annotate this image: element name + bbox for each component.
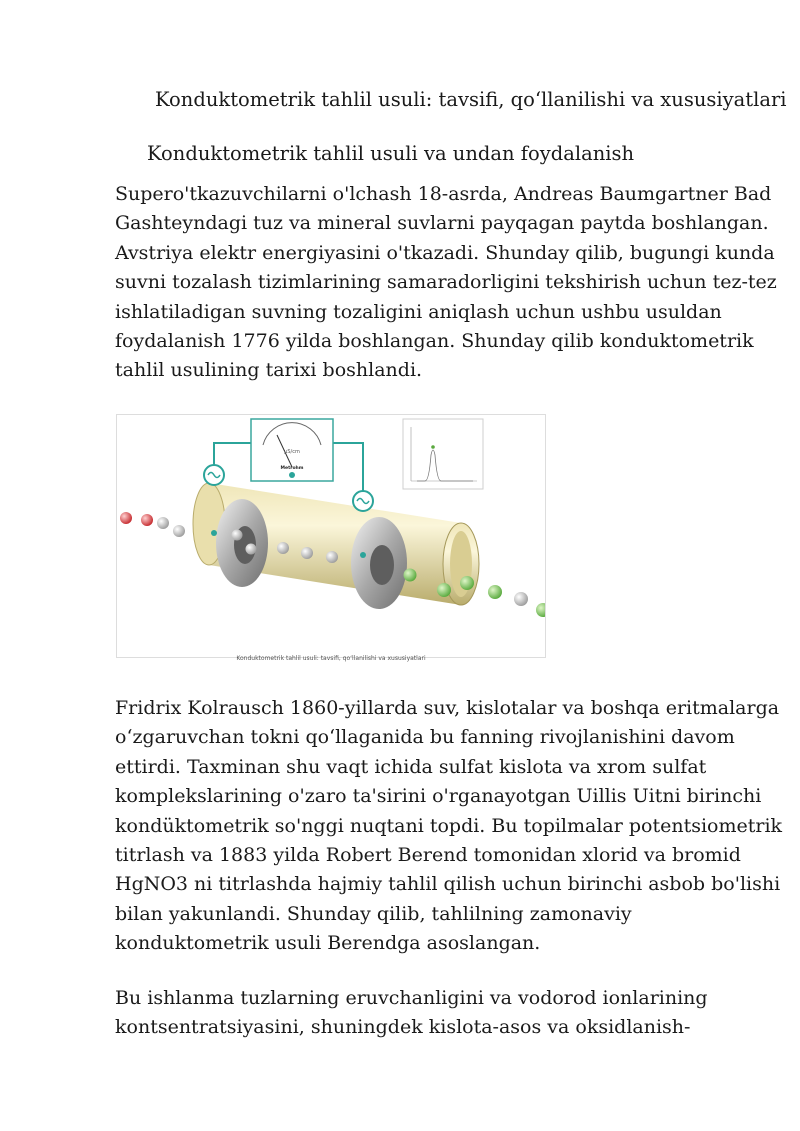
conductometry-illustration bbox=[116, 414, 546, 662]
figure-caption: Konduktometrik tahlil usuli: tavsifi, qo‘llanilishi va xususiyatlari bbox=[236, 655, 426, 662]
paragraph-line: kondüktometrik so'nggi nuqtani topdi. Bu topilmalar potentsiometrik bbox=[115, 814, 783, 837]
meter-brand-label: Metrohm bbox=[280, 466, 304, 471]
paragraph-line: Fridrix Kolrausch 1860-yillarda suv, kislotalar va boshqa eritmalarga bbox=[115, 697, 780, 719]
paragraph-line: tahlil usulining tarixi boshlandi. bbox=[115, 359, 423, 382]
electrode-ring-right bbox=[351, 491, 407, 609]
paragraph-line: kontsentratsiyasini, shuningdek kislota-asos va oksidlanish- bbox=[115, 1016, 691, 1039]
paragraph-line: ettirdi. Taxminan shu vaqt ichida sulfat kislota va xrom sulfat bbox=[115, 755, 707, 778]
conductivity-graph-panel bbox=[403, 419, 483, 489]
paragraph-line: o‘zgaruvchan tokni qo‘llaganida bu fanning rivojlanishini davom bbox=[115, 726, 735, 749]
section-heading: Konduktometrik tahlil usuli va undan foydalanish bbox=[147, 142, 635, 165]
paragraph-line: HgNO3 ni titrlashda hajmiy tahlil qilish uchun birinchi asbob bo'lishi bbox=[115, 873, 781, 896]
conductivity-meter bbox=[251, 419, 333, 481]
paragraph-line: suvni tozalash tizimlarining samaradorligini tekshirish uchun tez-tez bbox=[115, 271, 777, 294]
meter-unit-label: µS/cm bbox=[284, 449, 300, 455]
paragraph-development bbox=[115, 984, 745, 1043]
cell-diagram bbox=[117, 415, 545, 655]
paragraph-history bbox=[115, 180, 777, 386]
paragraph-line: ishlatiladigan suvning tozaligini aniqlash uchun ushbu usuldan bbox=[115, 300, 722, 323]
paragraph-line: Bu ishlanma tuzlarning eruvchanligini va vodorod ionlarining bbox=[115, 987, 708, 1009]
paragraph-line: titrlash va 1883 yilda Robert Berend tomonidan xlorid va bromid bbox=[115, 844, 741, 867]
paragraph-line: Avstriya elektr energiyasini o'tkazadi. Shunday qilib, bugungi kunda bbox=[115, 241, 775, 264]
paragraph-line: komplekslarining o'zaro ta'sirini o'rganayotgan Uillis Uitni birinchi bbox=[115, 785, 762, 808]
paragraph-line: konduktometrik usuli Berendga asoslangan. bbox=[115, 932, 541, 955]
page-title: Konduktometrik tahlil usuli: tavsifi, qo‘llanilishi va xususiyatlari bbox=[155, 88, 787, 111]
paragraph-line: Supero'tkazuvchilarni o'lchash 18-asrda, Andreas Baumgartner Bad bbox=[115, 183, 772, 205]
paragraph-kohlrausch bbox=[115, 694, 783, 959]
paragraph-line: bilan yakunlandi. Shunday qilib, tahlilning zamonaviy bbox=[115, 902, 632, 925]
paragraph-line: Gashteyndagi tuz va mineral suvlarni payqagan paytda boshlangan. bbox=[115, 212, 769, 235]
paragraph-line: foydalanish 1776 yilda boshlangan. Shunday qilib konduktometrik bbox=[115, 330, 754, 353]
